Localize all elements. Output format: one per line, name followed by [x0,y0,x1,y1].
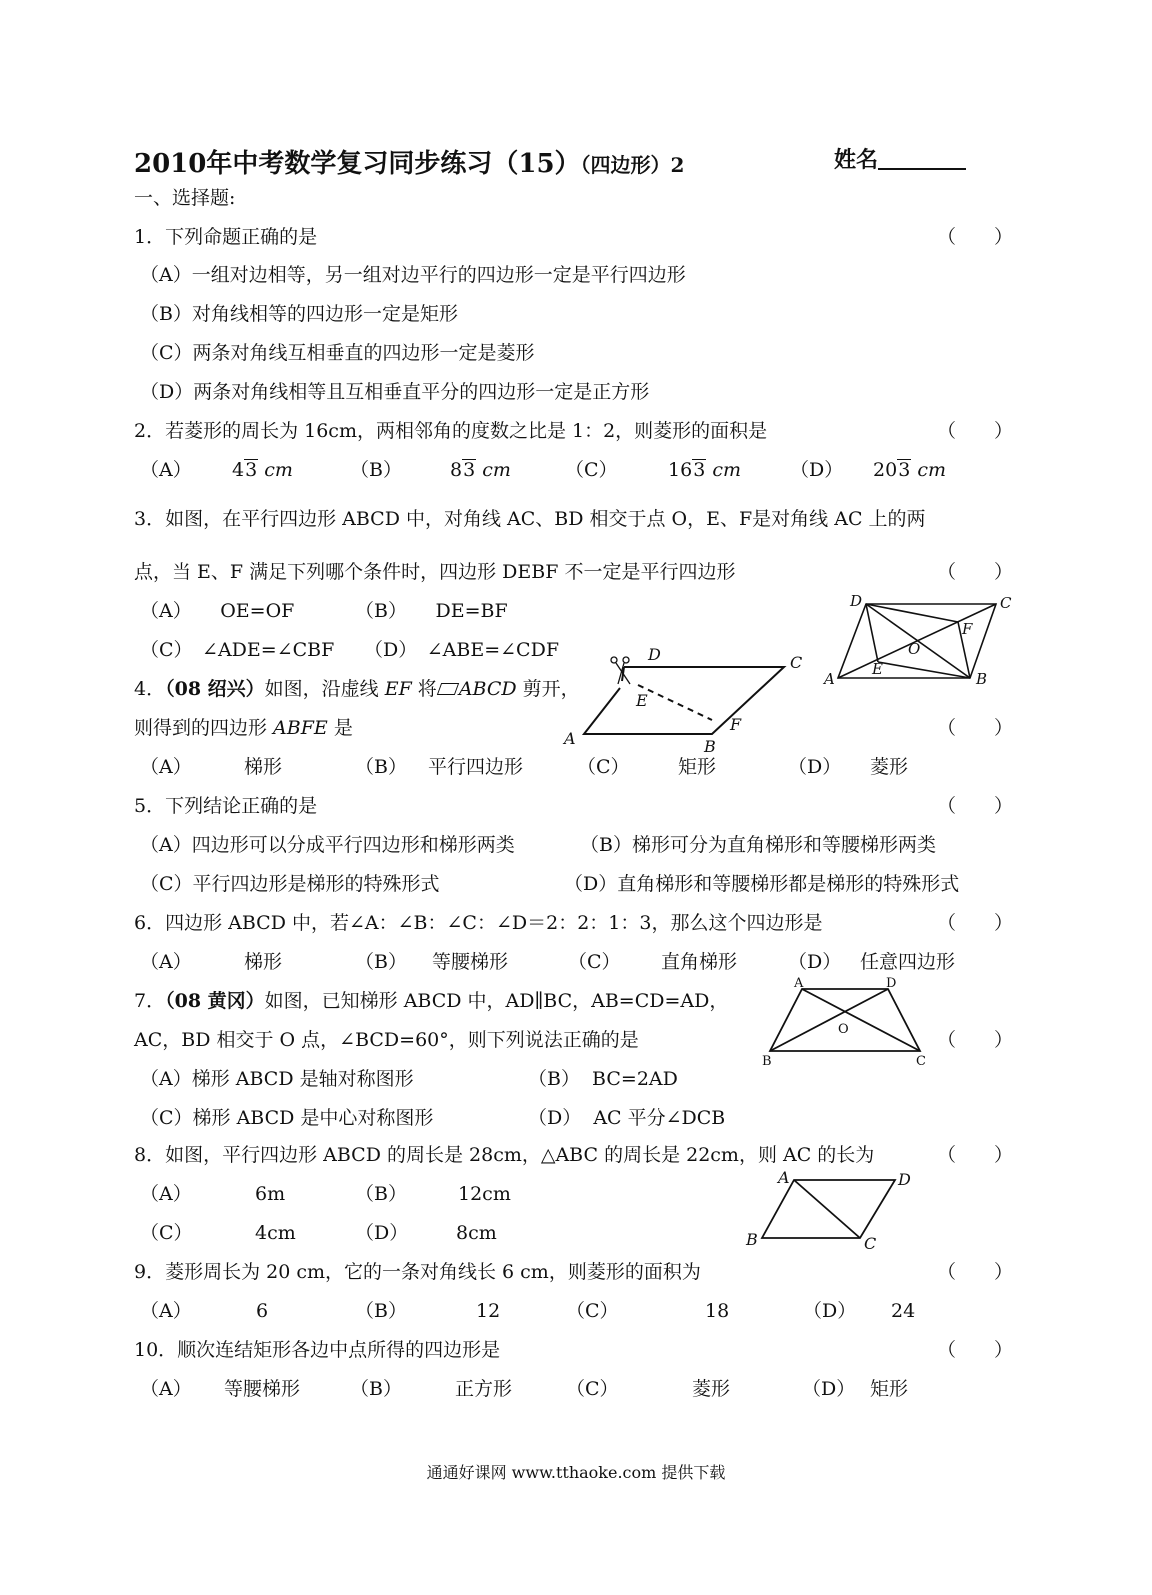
q5-option-d: （D）直角梯形和等腰梯形都是梯形的特殊形式 [564,873,960,895]
footer-source: 通通好课网 www.tthaoke.com 提供下载 [426,1463,726,1482]
q2-option-a-label: （A） [140,459,192,481]
q4-fig-label-c: C [790,653,803,672]
q2-option-b-label: （B） [350,459,402,481]
q2-option-d-value: 203 cm [873,459,946,481]
q7-figure-trapezoid [760,975,935,1073]
q4-stem-line1: 4．（08 绍兴）如图，沿虚线 EF 将 ABCD 剪开， [134,678,580,700]
q3-stem-line1: 3．如图，在平行四边形 ABCD 中，对角线 AC、BD 相交于点 O，E、F是对角线 AC 上的两 [134,508,926,530]
q5-option-b: （B）梯形可分为直角梯形和等腰梯形两类 [580,834,936,856]
q8-option-a-label: （A） [140,1183,192,1205]
q9-option-a-value: 6 [256,1300,269,1322]
q2-option-d-label: （D） [790,459,844,481]
q2-stem: 2．若菱形的周长为 16cm，两相邻角的度数之比是 1：2，则菱形的面积是 [134,420,768,442]
q10-option-b-value: 正方形 [455,1378,513,1400]
title-sub: （四边形）2 [580,153,685,177]
q5-answer-blank: （ ） [937,795,1014,817]
q7-fig-label-o: O [838,1022,849,1037]
q4-fig-label-b: B [704,737,716,756]
q9-answer-blank: （ ） [937,1261,1014,1283]
q4-option-d-value: 菱形 [870,756,909,778]
q8-fig-label-d: D [898,1170,911,1189]
q7-option-a: （A）梯形 ABCD 是轴对称图形 [140,1068,414,1090]
q9-option-b-value: 12 [476,1300,501,1322]
q6-stem: 6．四边形 ABCD 中，若∠A：∠B：∠C：∠D＝2：2：1：3，那么这个四边形是 [134,912,823,934]
q7-answer-blank: （ ） [937,1029,1014,1051]
q7-fig-label-d: D [886,976,897,991]
scissors-icon [611,657,630,684]
q7-option-c: （C）梯形 ABCD 是中心对称图形 [140,1107,434,1129]
q8-answer-blank: （ ） [937,1144,1014,1166]
q4-option-c-label: （C） [577,756,630,778]
q6-option-b-label: （B） [355,951,407,973]
q10-option-d-label: （D） [802,1378,856,1400]
q4-option-c-value: 矩形 [678,756,717,778]
q10-stem: 10．顺次连结矩形各边中点所得的四边形是 [134,1339,501,1361]
q1-option-a: （A）一组对边相等，另一组对边平行的四边形一定是平行四边形 [140,264,686,286]
q5-option-a: （A）四边形可以分成平行四边形和梯形两类 [140,834,515,856]
q10-answer-blank: （ ） [937,1339,1014,1361]
q8-option-c-label: （C） [140,1222,193,1244]
q4-fig-label-d: D [648,648,661,664]
q3-figure-parallelogram [820,590,1020,690]
q6-option-c-label: （C） [568,951,621,973]
q8-option-b-label: （B） [355,1183,407,1205]
q10-option-b-label: （B） [350,1378,402,1400]
q7-option-d: （D） AC 平分∠DCB [528,1107,726,1129]
q4-stem-line2: 则得到的四边形 ABFE 是 [134,717,353,739]
q1-option-c: （C）两条对角线互相垂直的四边形一定是菱形 [140,342,535,364]
parallelogram-symbol-icon [437,683,459,695]
q9-option-d-label: （D） [803,1300,857,1322]
q2-option-a-value: 43 cm [232,459,293,481]
q7-fig-label-c: C [916,1054,926,1069]
q7-stem-line1: 7．（08 黄冈）如图，已知梯形 ABCD 中，AD∥BC，AB=CD=AD， [134,990,729,1012]
q8-fig-label-a: A [778,1168,790,1187]
q8-option-d-value: 8cm [456,1222,497,1244]
q1-option-b: （B）对角线相等的四边形一定是矩形 [140,303,458,325]
q6-option-a-value: 梯形 [244,951,283,973]
q3-fig-label-a: A [824,670,835,688]
q2-option-c-value: 163 cm [668,459,741,481]
q3-answer-blank: （ ） [937,561,1014,583]
q3-fig-label-o: O [908,640,921,658]
q7-stem-line2: AC，BD 相交于 O 点，∠BCD=60°，则下列说法正确的是 [134,1029,639,1051]
q5-stem: 5．下列结论正确的是 [134,795,318,817]
q9-stem: 9．菱形周长为 20 cm，它的一条对角线长 6 cm，则菱形的面积为 [134,1261,701,1283]
q6-option-c-value: 直角梯形 [661,951,738,973]
name-label: 姓名 [834,147,879,173]
q9-option-b-label: （B） [355,1300,407,1322]
page-title [134,143,684,180]
q9-option-c-value: 18 [705,1300,730,1322]
section-heading: 一、选择题: [134,187,236,209]
q8-option-d-label: （D） [355,1222,409,1244]
q8-fig-label-c: C [864,1234,877,1253]
q7-option-b: （B） BC=2AD [528,1068,678,1090]
q1-answer-blank: （ ） [937,226,1014,248]
q6-option-a-label: （A） [140,951,192,973]
q3-option-d: （D） ∠ABE=∠CDF [364,639,560,661]
q4-option-b-label: （B） [355,756,407,778]
q8-stem: 8．如图，平行四边形 ABCD 的周长是 28cm，△ABC 的周长是 22cm，则 AC 的长为 [134,1144,875,1166]
q2-option-c-label: （C） [565,459,618,481]
q8-option-a-value: 6m [255,1183,286,1205]
q4-option-a-value: 梯形 [244,756,283,778]
q3-option-a: （A） OE=OF [140,600,295,622]
q10-option-a-label: （A） [140,1378,192,1400]
q4-answer-blank: （ ） [937,717,1014,739]
q8-option-b-value: 12cm [458,1183,511,1205]
q9-option-d-value: 24 [891,1300,916,1322]
name-blank-line [878,168,966,170]
q3-fig-label-e: E [872,660,883,678]
q8-figure-parallelogram [740,1165,915,1255]
q4-fig-label-e: E [636,691,648,710]
q7-fig-label-a: A [794,976,804,991]
q6-option-d-label: （D） [788,951,842,973]
q3-option-c: （C） ∠ADE=∠CBF [140,639,335,661]
q6-answer-blank: （ ） [937,912,1014,934]
q3-fig-label-d: D [850,592,863,610]
q4-fig-label-a: A [564,729,576,748]
q3-fig-label-b: B [976,670,988,688]
q7-fig-label-b: B [762,1054,772,1069]
q1-stem: 1．下列命题正确的是 [134,226,318,248]
q2-answer-blank: （ ） [937,420,1014,442]
q10-option-d-value: 矩形 [870,1378,909,1400]
q2-option-b-value: 83 cm [450,459,511,481]
q3-option-b: （B） DE=BF [355,600,508,622]
q10-option-a-value: 等腰梯形 [224,1378,301,1400]
q4-option-a-label: （A） [140,756,192,778]
q4-option-b-value: 平行四边形 [428,756,524,778]
q10-option-c-value: 菱形 [692,1378,731,1400]
q6-option-b-value: 等腰梯形 [432,951,509,973]
q3-fig-label-f: F [962,620,973,638]
q8-option-c-value: 4cm [255,1222,296,1244]
q9-option-c-label: （C） [566,1300,619,1322]
q3-fig-label-c: C [1000,594,1012,612]
q4-option-d-label: （D） [788,756,842,778]
q5-option-c: （C）平行四边形是梯形的特殊形式 [140,873,440,895]
q9-option-a-label: （A） [140,1300,192,1322]
title-main: 2010年中考数学复习同步练习（15） [134,149,581,179]
q8-fig-label-b: B [746,1230,758,1249]
q4-figure-cut-parallelogram [560,648,810,758]
q1-option-d: （D）两条对角线相等且互相垂直平分的四边形一定是正方形 [140,381,650,403]
q3-stem-line2: 点，当 E、F 满足下列哪个条件时，四边形 DEBF 不一定是平行四边形 [134,561,736,583]
q4-fig-label-f: F [730,715,742,734]
q6-option-d-value: 任意四边形 [860,951,956,973]
q10-option-c-label: （C） [566,1378,619,1400]
